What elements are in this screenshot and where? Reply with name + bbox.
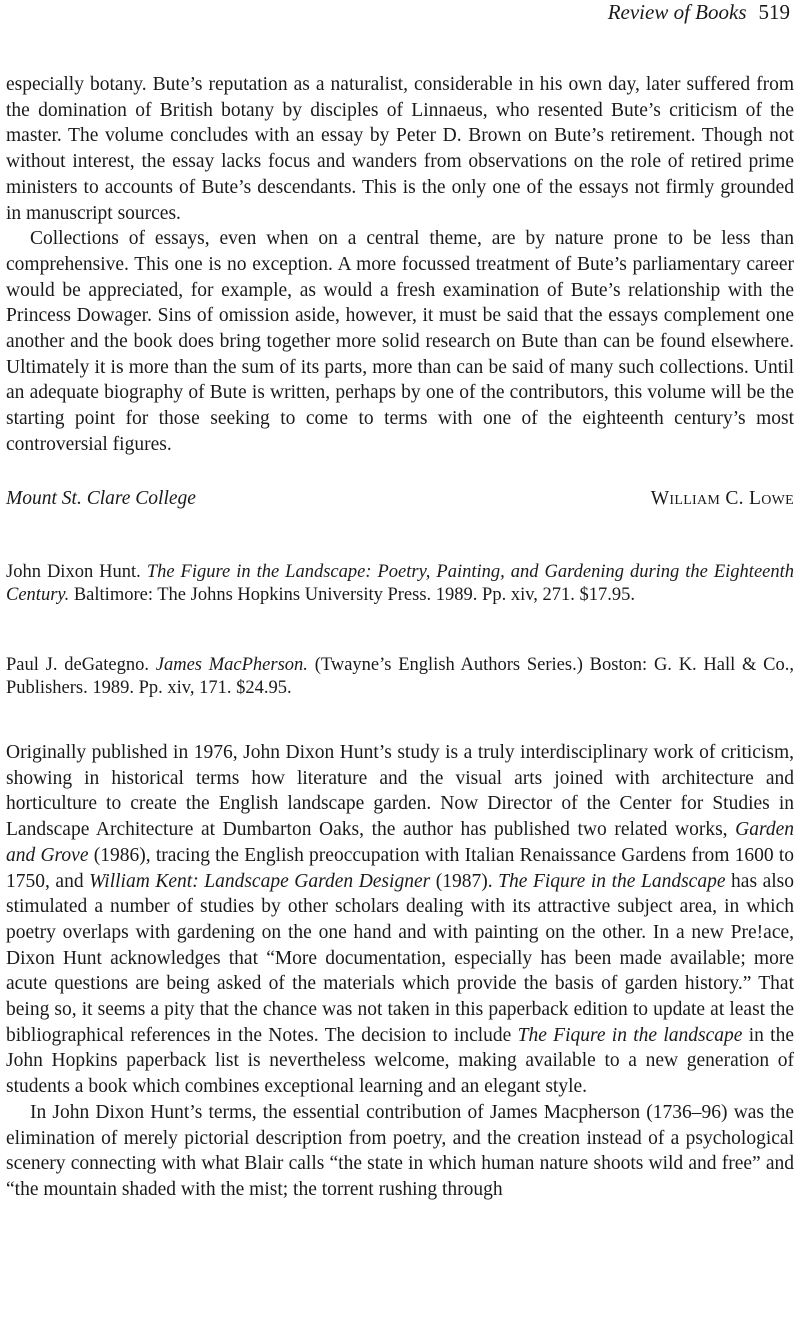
paragraph: In John Dixon Hunt’s terms, the essential contribution of James Macpherson (1736–96) was the elimination of merely pictorial description from poetry, and the creation instead of a psychological scenery connecting with what Blair calls “the state in which human nature shoots wild and free” and “the mountain shaded with the mist; the torrent rushing through	[6, 1101, 794, 1200]
page-number: 519	[758, 0, 790, 24]
book-author: John Dixon Hunt.	[6, 562, 141, 582]
review-signature	[6, 486, 794, 512]
text-run: has also stimulated a number of studies by other scholars dealing with its attractive subject area, in which poetry overlaps with gardening on the one hand and with painting on the other. In a new Pre!ace, Dixon Hunt acknowledges that “More documentation, especially has been made available; more acute questions are being asked of the materials which provide the basis of garden history.” That being so, it seems a pity that the chance was not taken in this paperback edition to update at least the bibliographical references in the Notes. The decision to include	[6, 870, 794, 1046]
cited-title: The Fiqure in the Landscape	[498, 870, 726, 892]
cited-title: Garden and Grove	[6, 819, 794, 866]
book-title: James MacPherson.	[155, 655, 308, 675]
running-title: Review of Books	[607, 0, 747, 24]
text-run: (1987).	[430, 870, 499, 892]
paragraph	[6, 740, 794, 1100]
book-entry	[6, 654, 794, 699]
reviewer-institution: Mount St. Clare College	[6, 488, 196, 509]
book-title: The Figure in the Landscape: Poetry, Painting, and Gardening during the Eighteenth Century.	[6, 562, 795, 605]
text-run: in the John Hopkins paperback list is nevertheless welcome, making available to a new generation of students a book which combines exceptional learning and an elegant style.	[6, 1024, 795, 1098]
cited-title: The Fiqure in the landscape	[517, 1024, 743, 1046]
previous-review-text	[6, 72, 794, 458]
review-text	[6, 740, 794, 1203]
paragraph: especially botany. Bute’s reputation as a naturalist, considerable in his own day, later suffered from the domination of British botany by disciples of Linnaeus, who resented Bute’s criticism of the master. The volume concludes with an essay by Peter D. Brown on Bute’s retirement. Though not without interest, the essay lacks focus and wanders from observations on the role of retired prime ministers to accounts of Bute’s descendants. This is the only one of the essays not firmly grounded in manuscript sources.	[6, 74, 794, 224]
text-run: Originally published in 1976, John Dixon Hunt’s study is a truly interdisciplinary work of criticism, showing in historical terms how literature and the visual arts joined with architecture and horticulture to create the English landscape garden. Now Director of the Center for Studies in Landscape Architecture at Dumbarton Oaks, the author has published two related works,	[6, 742, 794, 841]
book-publication: Baltimore: The Johns Hopkins University Press. 1989. Pp. xiv, 271. $17.95.	[73, 584, 636, 605]
running-header	[608, 0, 790, 34]
cited-title: William Kent: Landscape Garden Designer	[89, 870, 431, 892]
paragraph: Collections of essays, even when on a central theme, are by nature prone to be less than comprehensive. This one is no exception. A more focussed treatment of Bute’s parliamentary career would be appreciated, for example, as would a fresh examination of Bute’s relationship with the Princess Dowager. Sins of omission aside, however, it must be said that the essays complement one another and the book does bring together more solid research on Bute than can be found elsewhere. Ultimately it is more than the sum of its parts, more than can be said of many such collections. Until an adequate biography of Bute is written, perhaps by one of the contributors, this volume will be the starting point for those seeking to come to terms with one of the eighteenth century’s most controversial figures.	[6, 228, 794, 455]
book-author: Paul J. deGategno.	[6, 655, 149, 675]
reviewer-name: William C. Lowe	[650, 488, 794, 509]
book-publication: (Twayne’s English Authors Series.) Boston: G. K. Hall & Co., Publishers. 1989. Pp. xiv, 171. $24.95.	[6, 655, 795, 698]
text-run: (1986), tracing the English preoccupation with Italian Renaissance Gardens from 1600 to 1750, and	[6, 844, 794, 892]
book-entry	[6, 561, 794, 606]
